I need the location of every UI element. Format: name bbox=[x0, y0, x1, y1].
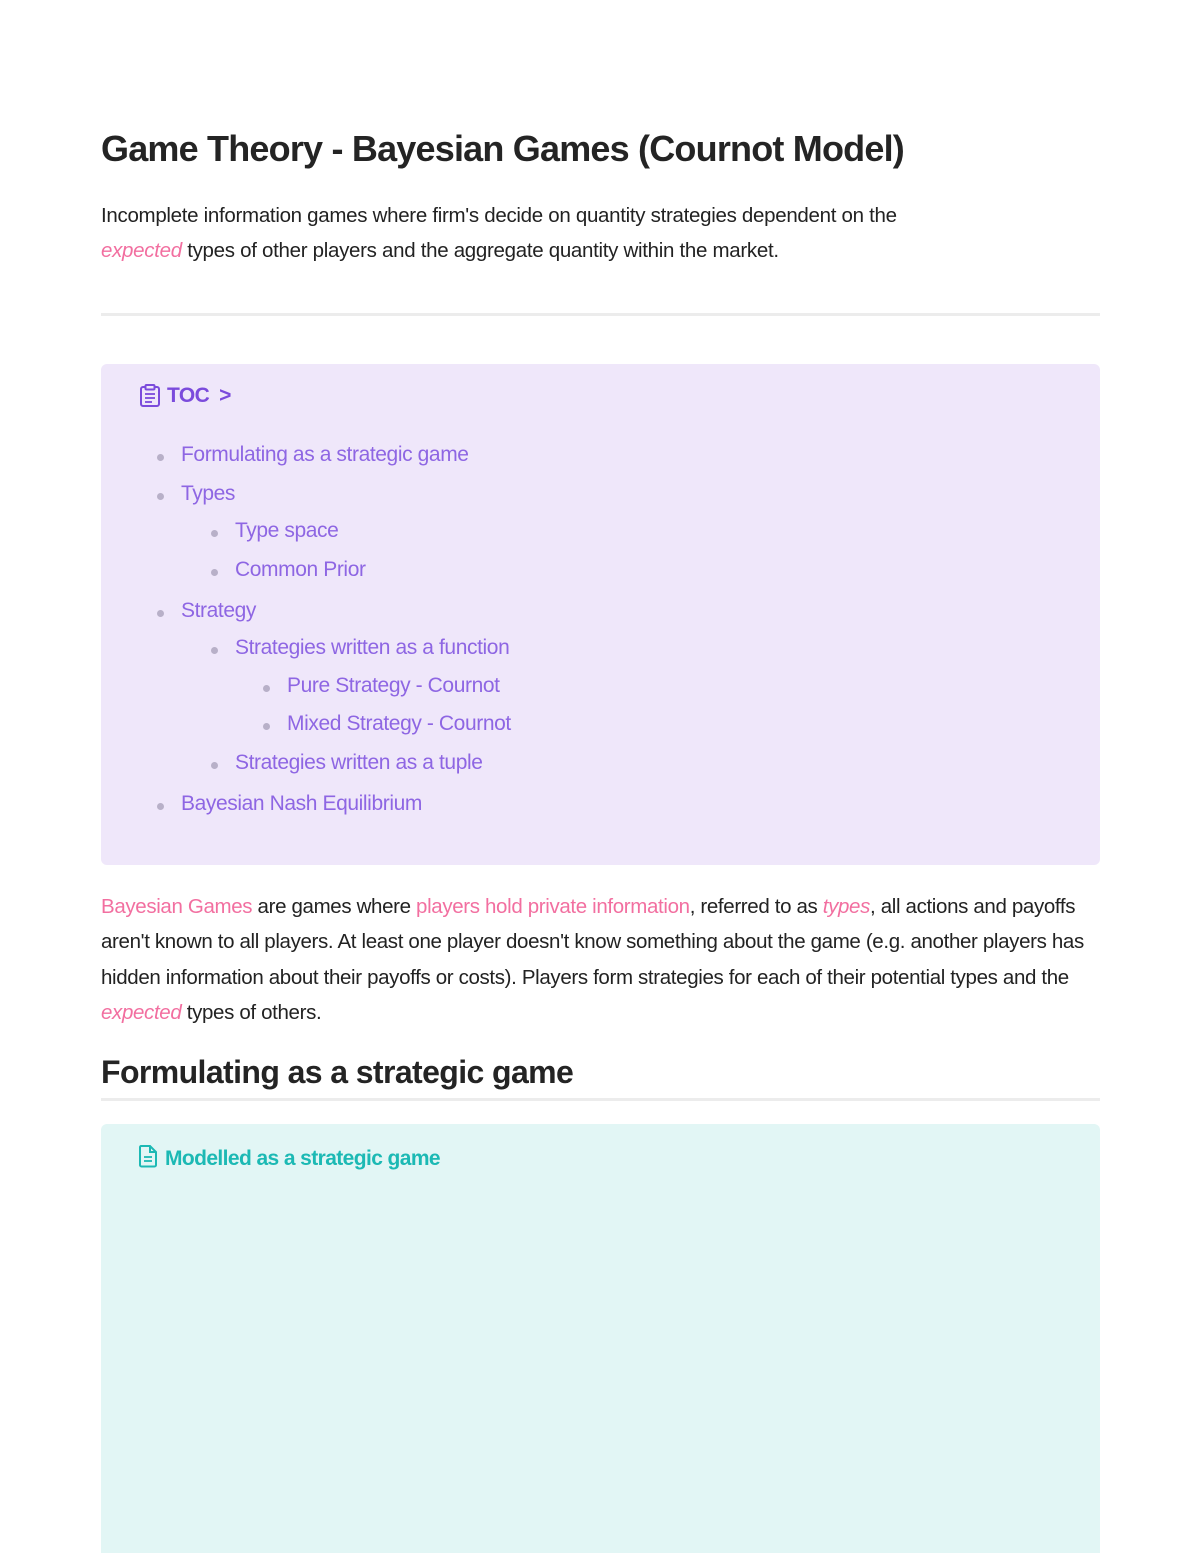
toc-item-strategies-tuple[interactable]: Strategies written as a tuple bbox=[235, 751, 483, 774]
toc-item-types[interactable]: Types bbox=[181, 482, 236, 505]
clipboard-icon bbox=[139, 384, 161, 408]
term-private-information: players hold private information bbox=[416, 895, 690, 918]
toc-item-type-space[interactable]: Type space bbox=[235, 519, 339, 542]
toc-header[interactable] bbox=[139, 384, 231, 408]
toc-item-strategies-function[interactable]: Strategies written as a function bbox=[235, 636, 510, 659]
divider bbox=[101, 313, 1100, 316]
toc-label: TOC bbox=[167, 384, 210, 407]
heading-divider bbox=[101, 1098, 1100, 1101]
term-bayesian-games: Bayesian Games bbox=[101, 895, 253, 918]
document-icon bbox=[138, 1144, 158, 1174]
toc-item-formulating[interactable]: Formulating as a strategic game bbox=[181, 443, 469, 466]
toc-item-strategy[interactable]: Strategy bbox=[181, 599, 257, 622]
page-title: Game Theory - Bayesian Games (Cournot Model) bbox=[101, 128, 904, 169]
strategic-game-callout bbox=[101, 1124, 1100, 1553]
text-run: are games where bbox=[252, 895, 417, 918]
chevron-right-icon: > bbox=[219, 384, 231, 407]
toc-item-bayesian-nash[interactable]: Bayesian Nash Equilibrium bbox=[181, 792, 422, 815]
term-expected: expected bbox=[101, 1000, 182, 1024]
toc-item-pure-strategy[interactable]: Pure Strategy - Cournot bbox=[287, 674, 500, 697]
callout-title: Modelled as a strategic game bbox=[165, 1147, 440, 1170]
text-run: types of others. bbox=[181, 1000, 322, 1024]
intro-line-2: types of other players and the aggregate quantity within the market. bbox=[181, 239, 779, 262]
intro-line-1: Incomplete information games where firm's decide on quantity strategies dependent on the bbox=[101, 204, 897, 227]
toc-item-mixed-strategy[interactable]: Mixed Strategy - Cournot bbox=[287, 712, 511, 735]
toc-item-common-prior[interactable]: Common Prior bbox=[235, 558, 366, 581]
toc-callout bbox=[101, 364, 1100, 865]
term-types: types bbox=[822, 895, 871, 918]
definition-paragraph bbox=[101, 889, 1100, 1030]
intro-paragraph bbox=[101, 198, 1100, 268]
text-run: , all actions and payoffs aren't known to all players. At least one player doesn't know something about the game (e.g. another players has hidden information about their payoffs or costs). Players form strategies for each of their potential types and the bbox=[101, 895, 1084, 989]
section-heading: Formulating as a strategic game bbox=[101, 1054, 574, 1090]
text-run: , referred to as bbox=[689, 895, 823, 918]
callout-header bbox=[138, 1144, 440, 1174]
intro-emphasis: expected bbox=[101, 239, 182, 262]
